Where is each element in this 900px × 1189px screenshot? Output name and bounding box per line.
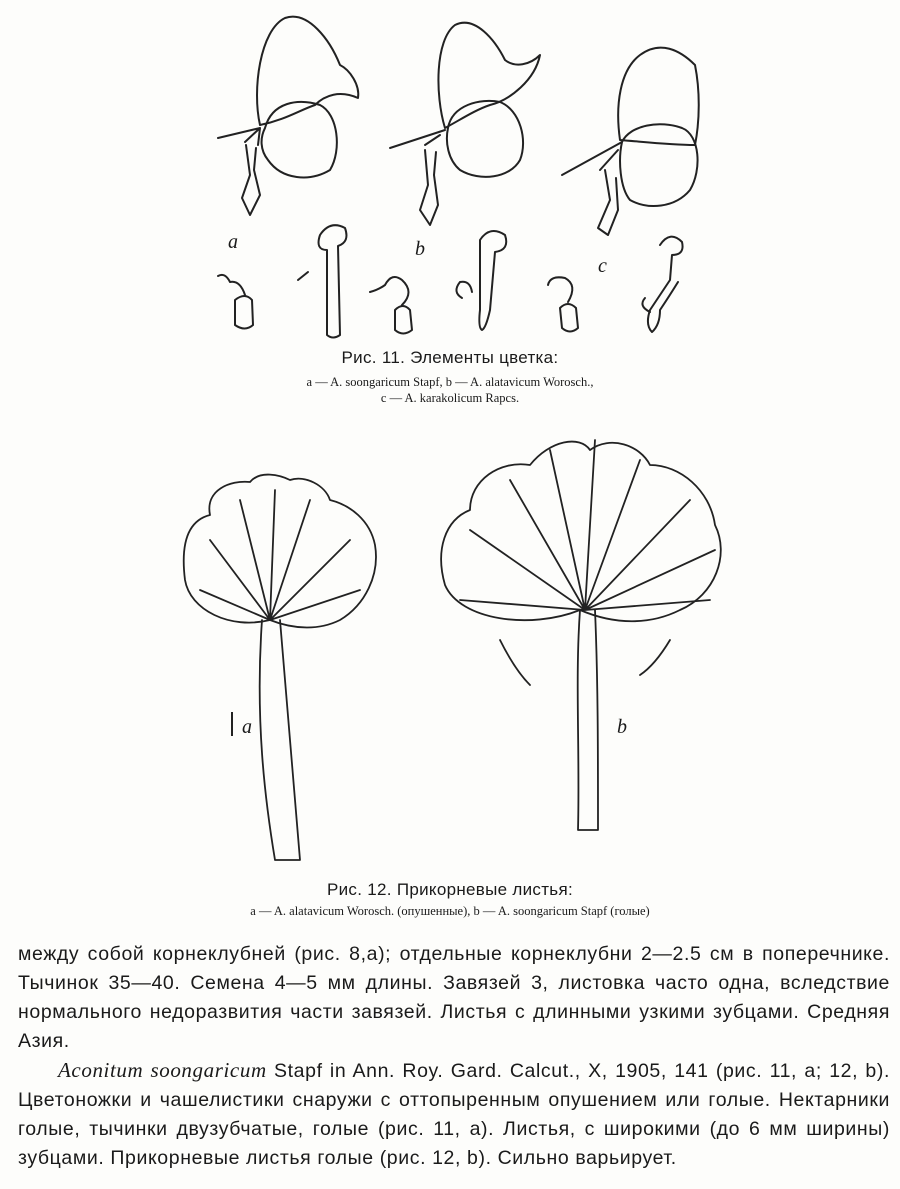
leaf-a-hairy <box>184 475 376 860</box>
leaf-b-glabrous <box>441 440 721 830</box>
paragraph-1: между собой корнеклубней (рис. 8,a); отдельные корнеклубни 2—2.5 см в поперечнике. Тычинок 35—40. Семена 4—5 мм длины. Завязей 3, листовка часто одна, вследствие нормального недоразвития части завязей. Листья с длинными узкими зубцами. Средняя Азия. <box>18 943 890 1052</box>
flower-c-sepals <box>562 48 699 235</box>
figure-11-caption-line-1: a — A. soongaricum Stapf, b — A. alatavicum Worosch., <box>306 375 594 389</box>
figure-12-basal-leaves <box>170 420 750 870</box>
fig11-label-c: c <box>598 255 607 277</box>
fig11-label-a: a <box>228 231 238 253</box>
fig12-label-a: a <box>242 716 252 738</box>
figure-12-caption-title: Рис. 12. Прикорневые листья: <box>326 880 573 899</box>
fig12-label-b: b <box>617 716 627 738</box>
paragraph-2 <box>18 1056 890 1173</box>
fig11-label-b: b <box>415 238 425 260</box>
flower-a-sepals <box>218 17 358 215</box>
figure-11-caption-line-2: c — A. karakolicum Rapcs. <box>380 391 520 405</box>
figure-11-caption-title: Рис. 11. Элементы цветка: <box>341 348 559 367</box>
nectaries-row <box>218 225 683 337</box>
figure-11-flower-elements <box>190 10 730 345</box>
species-name: Aconitum soongaricum <box>58 1058 267 1082</box>
paragraph-2-text: Stapf in Ann. Roy. Gard. Calcut., X, 1905, 141 (рис. 11, a; 12, b). Цветоножки и чашелистики снаружи с оттопыренным опушением или голые. Нектарники голые, тычинки двузубчатые, голые (рис. 11, a). Листья, с широкими (до 6 мм ширины) зубцами. Прикорневые листья голые (рис. 12, b). Сильно варьирует. <box>18 1060 890 1169</box>
figure-12-caption-line: a — A. alatavicum Worosch. (опушенные), b — A. soongaricum Stapf (голые) <box>250 904 650 918</box>
body-text <box>18 940 890 1173</box>
flower-b-sepals <box>390 23 540 225</box>
